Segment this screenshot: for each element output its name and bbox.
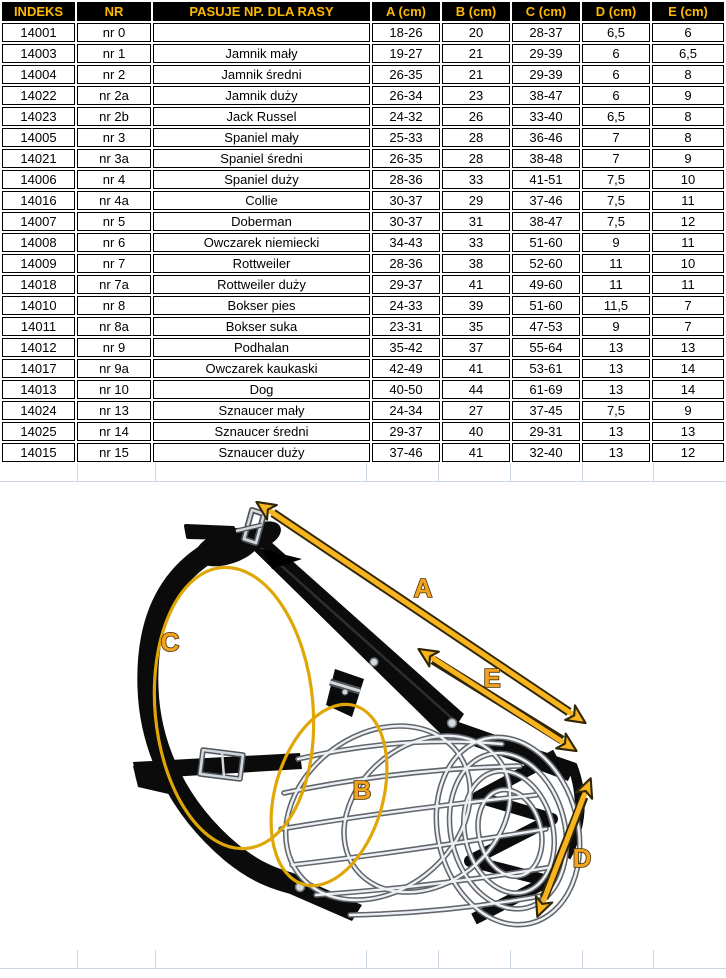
table-cell: 7,5: [582, 170, 650, 189]
table-cell: 41: [442, 275, 510, 294]
table-cell: 11: [652, 191, 724, 210]
table-cell: Doberman: [153, 212, 370, 231]
table-cell: 44: [442, 380, 510, 399]
table-cell: 14017: [2, 359, 75, 378]
table-cell: 37-46: [372, 443, 440, 462]
table-cell: 61-69: [512, 380, 580, 399]
table-cell: 29-31: [512, 422, 580, 441]
table-cell: 53-61: [512, 359, 580, 378]
table-cell: nr 0: [77, 23, 151, 42]
table-cell: 31: [442, 212, 510, 231]
table-cell: 38: [442, 254, 510, 273]
table-cell: nr 9: [77, 338, 151, 357]
table-cell: 14001: [2, 23, 75, 42]
table-cell: 33-40: [512, 107, 580, 126]
table-cell: 26: [442, 107, 510, 126]
table-row: [2, 359, 724, 378]
table-cell: 14023: [2, 107, 75, 126]
table-row: [2, 380, 724, 399]
table-cell: 9: [582, 317, 650, 336]
table-cell: nr 7: [77, 254, 151, 273]
table-cell: 6,5: [652, 44, 724, 63]
table-cell: 14: [652, 359, 724, 378]
column-header: PASUJE NP. DLA RASY: [153, 2, 370, 21]
table-cell: 14003: [2, 44, 75, 63]
table-cell: 13: [652, 422, 724, 441]
table-cell: 41: [442, 359, 510, 378]
table-cell: 14016: [2, 191, 75, 210]
table-cell: 14024: [2, 401, 75, 420]
table-row: [2, 317, 724, 336]
table-cell: 25-33: [372, 128, 440, 147]
table-cell: 13: [652, 338, 724, 357]
table-cell: 13: [582, 443, 650, 462]
table-cell: 14009: [2, 254, 75, 273]
table-cell: 29: [442, 191, 510, 210]
table-cell: 28-37: [512, 23, 580, 42]
table-cell: 33: [442, 233, 510, 252]
column-header: C (cm): [512, 2, 580, 21]
table-cell: 7: [652, 296, 724, 315]
column-header: NR: [77, 2, 151, 21]
table-cell: nr 5: [77, 212, 151, 231]
column-header: A (cm): [372, 2, 440, 21]
table-cell: 23-31: [372, 317, 440, 336]
table-cell: 9: [652, 86, 724, 105]
table-cell: nr 4a: [77, 191, 151, 210]
table-cell: 27: [442, 401, 510, 420]
table-cell: 49-60: [512, 275, 580, 294]
table-cell: 28: [442, 128, 510, 147]
table-header-row: [2, 2, 724, 21]
table-cell: 28: [442, 149, 510, 168]
table-cell: Spaniel mały: [153, 128, 370, 147]
table-cell: 21: [442, 65, 510, 84]
table-cell: 14005: [2, 128, 75, 147]
table-cell: 18-26: [372, 23, 440, 42]
table-cell: 13: [582, 338, 650, 357]
table-cell: nr 13: [77, 401, 151, 420]
muzzle-size-table: [0, 0, 726, 463]
table-row: [2, 296, 724, 315]
table-cell: 6: [582, 86, 650, 105]
table-cell: 26-35: [372, 65, 440, 84]
table-cell: Bokser pies: [153, 296, 370, 315]
muzzle-photo: [0, 463, 726, 978]
table-cell: 7,5: [582, 401, 650, 420]
table-cell: nr 14: [77, 422, 151, 441]
table-cell: 14025: [2, 422, 75, 441]
table-cell: 14: [652, 380, 724, 399]
table-cell: 8: [652, 65, 724, 84]
table-cell: nr 3: [77, 128, 151, 147]
table-cell: 14010: [2, 296, 75, 315]
table-cell: 30-37: [372, 212, 440, 231]
table-cell: Sznaucer mały: [153, 401, 370, 420]
table-cell: 14022: [2, 86, 75, 105]
table-cell: Owczarek kaukaski: [153, 359, 370, 378]
table-cell: 37-45: [512, 401, 580, 420]
table-cell: 13: [582, 422, 650, 441]
table-cell: 29-39: [512, 44, 580, 63]
table-cell: 7,5: [582, 212, 650, 231]
measurement-label-c: C: [160, 627, 180, 657]
cheek-strap: [148, 553, 290, 883]
table-cell: nr 7a: [77, 275, 151, 294]
table-row: [2, 401, 724, 420]
table-cell: 34-43: [372, 233, 440, 252]
table-cell: 29-37: [372, 275, 440, 294]
table-cell: 8: [652, 107, 724, 126]
table-cell: nr 2: [77, 65, 151, 84]
table-cell: Rottweiler duży: [153, 275, 370, 294]
table-cell: 6,5: [582, 107, 650, 126]
table-row: [2, 422, 724, 441]
table-row: [2, 443, 724, 462]
table-cell: 38-47: [512, 212, 580, 231]
table-row: [2, 107, 724, 126]
table-cell: 19-27: [372, 44, 440, 63]
table-cell: Sznaucer duży: [153, 443, 370, 462]
table-cell: 6: [582, 44, 650, 63]
table-cell: Jamnik duży: [153, 86, 370, 105]
table-cell: 7,5: [582, 191, 650, 210]
rivet-top: [448, 719, 457, 728]
table-cell: 29-39: [512, 65, 580, 84]
table-cell: 51-60: [512, 296, 580, 315]
size-table-region: [0, 0, 726, 463]
table-cell: 14004: [2, 65, 75, 84]
table-cell: 14007: [2, 212, 75, 231]
table-cell: 24-32: [372, 107, 440, 126]
table-cell: 7: [582, 128, 650, 147]
table-cell: 14021: [2, 149, 75, 168]
table-cell: 40: [442, 422, 510, 441]
table-cell: nr 8: [77, 296, 151, 315]
table-cell: Jamnik średni: [153, 65, 370, 84]
table-cell: 11: [652, 275, 724, 294]
table-cell: nr 6: [77, 233, 151, 252]
table-row: [2, 191, 724, 210]
table-cell: 24-34: [372, 401, 440, 420]
table-cell: 11: [582, 254, 650, 273]
table-cell: Bokser suka: [153, 317, 370, 336]
table-cell: 6: [582, 65, 650, 84]
table-cell: 11,5: [582, 296, 650, 315]
table-cell: Spaniel średni: [153, 149, 370, 168]
table-cell: 13: [582, 380, 650, 399]
table-row: [2, 65, 724, 84]
table-cell: 23: [442, 86, 510, 105]
table-cell: nr 1: [77, 44, 151, 63]
measurement-label-d: D: [572, 843, 592, 873]
table-cell: 37-46: [512, 191, 580, 210]
table-cell: 41-51: [512, 170, 580, 189]
table-cell: 21: [442, 44, 510, 63]
table-cell: 39: [442, 296, 510, 315]
table-cell: nr 2a: [77, 86, 151, 105]
table-cell: 28-36: [372, 254, 440, 273]
table-cell: nr 10: [77, 380, 151, 399]
table-cell: Spaniel duży: [153, 170, 370, 189]
table-row: [2, 44, 724, 63]
column-header: INDEKS: [2, 2, 75, 21]
table-row: [2, 23, 724, 42]
table-cell: Dog: [153, 380, 370, 399]
table-cell: 6,5: [582, 23, 650, 42]
table-cell: 14013: [2, 380, 75, 399]
table-cell: 30-37: [372, 191, 440, 210]
table-cell: nr 8a: [77, 317, 151, 336]
table-cell: 51-60: [512, 233, 580, 252]
table-cell: 9: [652, 401, 724, 420]
table-cell: 35-42: [372, 338, 440, 357]
table-cell: 14018: [2, 275, 75, 294]
table-cell: 9: [652, 149, 724, 168]
rivet-strap: [370, 658, 378, 666]
table-cell: 7: [652, 317, 724, 336]
table-cell: 33: [442, 170, 510, 189]
table-cell: nr 4: [77, 170, 151, 189]
column-header: E (cm): [652, 2, 724, 21]
table-cell: Owczarek niemiecki: [153, 233, 370, 252]
measurement-label-b: B: [352, 775, 372, 805]
table-cell: 35: [442, 317, 510, 336]
measurement-label-a: A: [413, 573, 433, 603]
table-cell: 42-49: [372, 359, 440, 378]
table-row: [2, 275, 724, 294]
table-cell: nr 15: [77, 443, 151, 462]
table-cell: 7: [582, 149, 650, 168]
table-row: [2, 170, 724, 189]
table-cell: [153, 23, 370, 42]
table-cell: Jack Russel: [153, 107, 370, 126]
column-header: D (cm): [582, 2, 650, 21]
table-cell: 14012: [2, 338, 75, 357]
table-cell: 38-48: [512, 149, 580, 168]
table-cell: 38-47: [512, 86, 580, 105]
table-cell: 37: [442, 338, 510, 357]
table-cell: Collie: [153, 191, 370, 210]
table-cell: 26-34: [372, 86, 440, 105]
table-cell: 11: [652, 233, 724, 252]
table-cell: 47-53: [512, 317, 580, 336]
column-header: B (cm): [442, 2, 510, 21]
table-cell: 10: [652, 254, 724, 273]
table-cell: 6: [652, 23, 724, 42]
table-row: [2, 86, 724, 105]
table-cell: 14008: [2, 233, 75, 252]
table-cell: 10: [652, 170, 724, 189]
table-cell: nr 2b: [77, 107, 151, 126]
table-cell: 24-33: [372, 296, 440, 315]
table-row: [2, 233, 724, 252]
table-row: [2, 254, 724, 273]
table-cell: 14011: [2, 317, 75, 336]
table-cell: Rottweiler: [153, 254, 370, 273]
table-cell: 14006: [2, 170, 75, 189]
table-cell: Jamnik mały: [153, 44, 370, 63]
table-cell: 55-64: [512, 338, 580, 357]
table-cell: 41: [442, 443, 510, 462]
table-cell: 26-35: [372, 149, 440, 168]
table-cell: 12: [652, 212, 724, 231]
table-cell: nr 3a: [77, 149, 151, 168]
table-cell: 40-50: [372, 380, 440, 399]
table-row: [2, 128, 724, 147]
table-cell: 52-60: [512, 254, 580, 273]
table-cell: 36-46: [512, 128, 580, 147]
table-row: [2, 338, 724, 357]
table-cell: 12: [652, 443, 724, 462]
table-cell: Podhalan: [153, 338, 370, 357]
table-cell: 9: [582, 233, 650, 252]
table-cell: 14015: [2, 443, 75, 462]
table-cell: nr 9a: [77, 359, 151, 378]
table-cell: 29-37: [372, 422, 440, 441]
table-cell: 32-40: [512, 443, 580, 462]
table-cell: 20: [442, 23, 510, 42]
measurement-label-e: E: [483, 663, 501, 693]
table-row: [2, 149, 724, 168]
table-cell: 11: [582, 275, 650, 294]
table-row: [2, 212, 724, 231]
table-cell: Sznaucer średni: [153, 422, 370, 441]
table-cell: 28-36: [372, 170, 440, 189]
table-cell: 8: [652, 128, 724, 147]
table-cell: 13: [582, 359, 650, 378]
table-body: [2, 23, 724, 462]
